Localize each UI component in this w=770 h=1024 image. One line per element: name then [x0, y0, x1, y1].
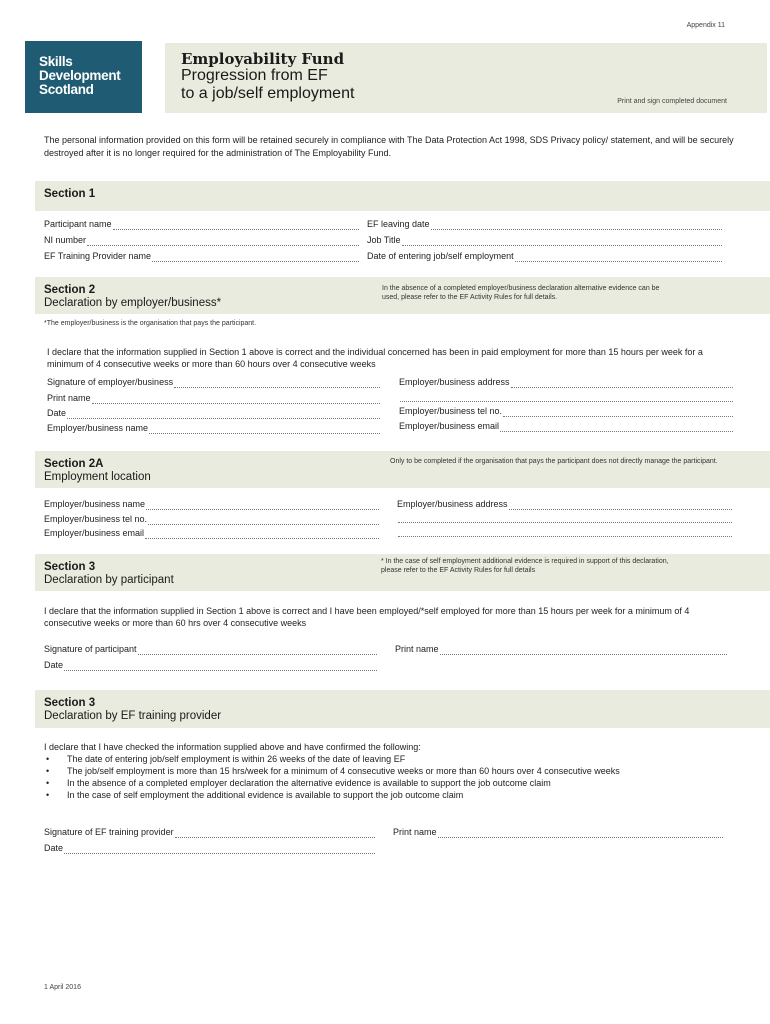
section1-title: Section 1	[44, 188, 96, 200]
logo-line-2: Development	[39, 68, 121, 83]
section3-title: Section 3	[44, 561, 96, 573]
section3b-header	[35, 690, 770, 728]
job-title-field[interactable]: Job Title	[367, 235, 722, 246]
intro-text: The personal information provided on this form will be retained securely in compliance with The Data Protection Act 1998, SDS Privacy policy/ statement, and will be securely destroyed after it is no longer required for the administration of The Employability Fund.	[44, 135, 734, 158]
section3-subtitle: Declaration by participant	[44, 574, 174, 586]
footer-date: 1 April 2016	[44, 984, 81, 991]
form-subtitle	[181, 67, 354, 103]
employer-email-field[interactable]: Employer/business email	[399, 421, 733, 432]
subtitle-line-2: to a job/self employment	[181, 85, 355, 102]
location-employer-tel-field[interactable]: Employer/business tel no.	[44, 514, 379, 525]
location-address-line-2-field[interactable]	[397, 514, 732, 523]
section2-subtitle: Declaration by employer/business*	[44, 297, 222, 309]
ni-number-field[interactable]: NI number	[44, 235, 359, 246]
subtitle-line-1: Progression from EF	[181, 67, 328, 84]
section2-declaration: I declare that the information supplied in Section 1 above is correct and the individual concerned has been in paid employment for more than 15 hours per week for a minimum of 4 consecutive weeks or more than 60 hours over 4 consecutive weeks	[47, 347, 703, 369]
participant-name-field[interactable]: Participant name	[44, 219, 359, 230]
location-employer-address-field[interactable]: Employer/business address	[397, 499, 732, 510]
section1-header	[35, 181, 770, 211]
employer-print-name-field[interactable]: Print name	[47, 393, 380, 404]
checklist-item: • In the case of self employment the additional evidence is available to support the job outcome claim	[44, 789, 754, 801]
section3b-subtitle: Declaration by EF training provider	[44, 710, 222, 722]
section2-title: Section 2	[44, 284, 96, 296]
employer-date-field[interactable]: Date	[47, 408, 380, 419]
appendix-label: Appendix 11	[686, 22, 725, 29]
section2a-note: Only to be completed if the organisation that pays the participant does not directly manage the participant.	[390, 458, 718, 465]
print-note: Print and sign completed document	[617, 98, 727, 105]
checklist-item: • The date of entering job/self employment is within 26 weeks of the date of leaving EF	[44, 753, 754, 765]
location-employer-email-field[interactable]: Employer/business email	[44, 528, 379, 539]
checklist-item: • The job/self employment is more than 15 hrs/week for a minimum of 4 consecutive weeks or more than 60 hours over 4 consecutive weeks	[44, 765, 754, 777]
ef-leaving-date-field[interactable]: EF leaving date	[367, 219, 722, 230]
employer-address-line-2-field[interactable]	[399, 393, 733, 402]
employer-name-field[interactable]: Employer/business name	[47, 423, 380, 434]
training-provider-name-field[interactable]: EF Training Provider name	[44, 251, 359, 262]
form-title: Employability Fund	[181, 50, 345, 68]
location-address-line-3-field[interactable]	[397, 528, 732, 537]
logo-line-3: Scotland	[39, 82, 94, 97]
provider-print-name-field[interactable]: Print name	[393, 827, 723, 838]
employer-signature-field[interactable]: Signature of employer/business	[47, 377, 380, 388]
date-entering-job-field[interactable]: Date of entering job/self employment	[367, 251, 722, 262]
provider-signature-field[interactable]: Signature of EF training provider	[44, 827, 375, 838]
sds-logo	[25, 41, 142, 113]
participant-signature-field[interactable]: Signature of participant	[44, 644, 377, 655]
section2a-title: Section 2A	[44, 458, 104, 470]
section3-declaration: I declare that the information supplied in Section 1 above is correct and I have been employed/*self employed for more than 15 hours per week for a minimum of 4 consecutive weeks or more than 60 hrs over 4 consecutive weeks	[44, 606, 690, 628]
section3b-intro: I declare that I have checked the information supplied above and have confirmed the following:	[44, 742, 421, 752]
participant-date-field[interactable]: Date	[44, 660, 377, 671]
provider-checklist	[44, 753, 754, 801]
employer-address-field[interactable]: Employer/business address	[399, 377, 733, 388]
logo-line-1: Skills	[39, 54, 73, 69]
section3b-title: Section 3	[44, 697, 96, 709]
section2a-subtitle: Employment location	[44, 471, 151, 483]
employer-tel-field[interactable]: Employer/business tel no.	[399, 406, 733, 417]
section2-footnote: *The employer/business is the organisation that pays the participant.	[44, 320, 257, 327]
checklist-item: • In the absence of a completed employer declaration the alternative evidence is available to support the job outcome claim	[44, 777, 754, 789]
participant-print-name-field[interactable]: Print name	[395, 644, 727, 655]
section3-note: * In the case of self employment additional evidence is required in support of this declaration, please refer to the EF Activity Rules for full details	[381, 558, 669, 574]
location-employer-name-field[interactable]: Employer/business name	[44, 499, 379, 510]
section2-note: In the absence of a completed employer/business declaration alternative evidence can be used, please refer to the EF Activity Rules for full details.	[382, 285, 660, 301]
header-band	[165, 43, 767, 113]
provider-date-field[interactable]: Date	[44, 843, 375, 854]
